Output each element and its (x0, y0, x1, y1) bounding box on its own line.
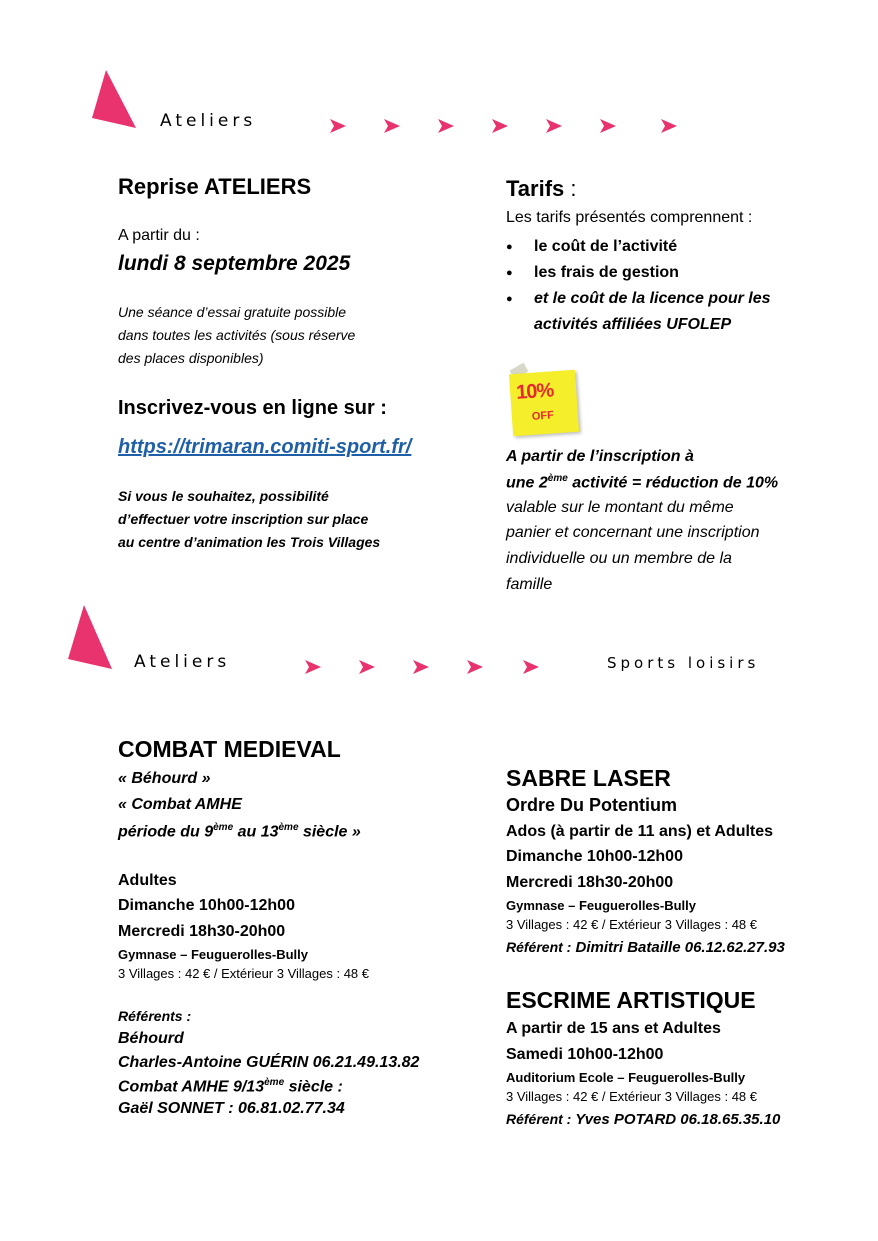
sabre-slot: Dimanche 10h00-12h00 (506, 848, 683, 865)
arrow-icon (546, 119, 562, 133)
header-label: Ateliers (160, 111, 257, 131)
arrow-icon (523, 660, 539, 674)
combat-price: 3 Villages : 42 € / Extérieur 3 Villages : 48 € (118, 966, 370, 981)
discount-line (506, 473, 778, 492)
arrow-icon (384, 119, 400, 133)
sabre-price: 3 Villages : 42 € / Extérieur 3 Villages : 48 € (506, 917, 758, 932)
sabre-slot: Mercredi 18h30-20h00 (506, 874, 674, 891)
combat-ref: Charles-Antoine GUÉRIN 06.21.49.13.82 (118, 1054, 420, 1071)
tarifs-list (506, 234, 846, 338)
onsite-line: Si vous le souhaitez, possibilité (118, 488, 329, 504)
list-item: ● le coût de l’activité (506, 234, 846, 260)
escrime-place: Auditorium Ecole – Feuguerolles-Bully (506, 1070, 746, 1085)
combat-ref: Béhourd (118, 1030, 184, 1047)
arrow-icon (492, 119, 508, 133)
trial-line: des places disponibles) (118, 350, 264, 366)
sticker-percent: 10% (515, 379, 554, 404)
tarifs-intro: Les tarifs présentés comprennent : (506, 209, 753, 226)
tarifs-title (506, 176, 577, 202)
tarifs-title-suffix: : (564, 176, 577, 201)
from-label: A partir du : (118, 227, 200, 244)
arrow-icon (467, 660, 483, 674)
discount-line: individuelle ou un membre de la (506, 550, 732, 567)
arrow-icon (413, 660, 429, 674)
arrow-icon (661, 119, 677, 133)
arrow-icon (359, 660, 375, 674)
triangle-logo-icon (68, 605, 114, 671)
escrime-title: ESCRIME ARTISTIQUE (506, 987, 756, 1013)
combat-audience: Adultes (118, 872, 177, 889)
combat-place: Gymnase – Feuguerolles-Bully (118, 947, 309, 962)
triangle-logo-icon (92, 70, 138, 130)
escrime-slot: Samedi 10h00-12h00 (506, 1046, 664, 1063)
combat-sub: « Béhourd » (118, 770, 211, 787)
trial-line: Une séance d’essai gratuite possible (118, 304, 347, 320)
list-item (506, 286, 846, 338)
list-item: ● les frais de gestion (506, 260, 846, 286)
arrow-icon (438, 119, 454, 133)
ref-value: Dimitri Bataille 06.12.62.27.93 (571, 939, 785, 956)
period-text: période du 9 (118, 823, 214, 841)
discount-text: activité = réduction de 10% (567, 474, 779, 492)
list-item-line: et le coût de la licence pour les (534, 290, 771, 307)
combat-title: COMBAT MEDIEVAL (118, 736, 341, 762)
signup-title: Inscrivez-vous en ligne sur : (118, 397, 387, 419)
escrime-price: 3 Villages : 42 € / Extérieur 3 Villages : 48 € (506, 1089, 758, 1104)
combat-period (118, 822, 361, 841)
list-item-line: activités affiliées UFOLEP (534, 316, 732, 333)
escrime-referent (506, 1111, 780, 1128)
period-text: siècle » (298, 823, 361, 841)
onsite-line: d’effectuer votre inscription sur place (118, 511, 369, 527)
ref-value: Yves POTARD 06.18.65.35.10 (571, 1111, 781, 1128)
period-sup: ème (278, 822, 299, 833)
discount-line: valable sur le montant du même (506, 499, 734, 516)
arrow-icon (600, 119, 616, 133)
reprise-title: Reprise ATELIERS (118, 174, 312, 199)
trial-line: dans toutes les activités (sous réserve (118, 327, 356, 343)
discount-line: A partir de l’inscription à (506, 448, 694, 465)
ref-text: Combat AMHE 9/13 (118, 1078, 265, 1096)
combat-ref (118, 1077, 343, 1096)
escrime-audience: A partir de 15 ans et Adultes (506, 1020, 721, 1037)
combat-ref-title: Référents : (118, 1008, 192, 1024)
combat-slot: Dimanche 10h00-12h00 (118, 897, 295, 914)
arrow-icon (305, 660, 321, 674)
signup-link[interactable]: https://trimaran.comiti-sport.fr/ (118, 436, 412, 458)
ref-label: Référent : (506, 1111, 572, 1127)
sabre-place: Gymnase – Feuguerolles-Bully (506, 898, 697, 913)
header-label: Ateliers (134, 652, 231, 672)
sticker-off: OFF (531, 409, 555, 423)
discount-sticker (509, 370, 579, 436)
discount-line: panier et concernant une inscription (506, 524, 760, 541)
discount-sup: ème (547, 473, 568, 484)
discount-text: une 2 (506, 474, 548, 492)
sabre-referent (506, 939, 785, 956)
ref-text: siècle : (284, 1078, 343, 1096)
sabre-audience: Ados (à partir de 11 ans) et Adultes (506, 823, 774, 840)
onsite-line: au centre d’animation les Trois Villages (118, 534, 381, 550)
combat-sub: « Combat AMHE (118, 796, 242, 813)
discount-line: famille (506, 576, 553, 593)
sabre-subtitle: Ordre Du Potentium (506, 795, 678, 815)
combat-ref: Gaël SONNET : 06.81.02.77.34 (118, 1100, 345, 1117)
sabre-title: SABRE LASER (506, 765, 671, 791)
period-text: au 13 (233, 823, 279, 841)
start-date: lundi 8 septembre 2025 (118, 252, 351, 275)
arrow-icon (330, 119, 346, 133)
combat-slot: Mercredi 18h30-20h00 (118, 923, 286, 940)
header-right-label: Sports loisirs (607, 654, 760, 672)
ref-label: Référent : (506, 939, 572, 955)
period-sup: ème (213, 822, 234, 833)
tarifs-title-text: Tarifs (506, 176, 565, 201)
ref-sup: ème (264, 1077, 285, 1088)
